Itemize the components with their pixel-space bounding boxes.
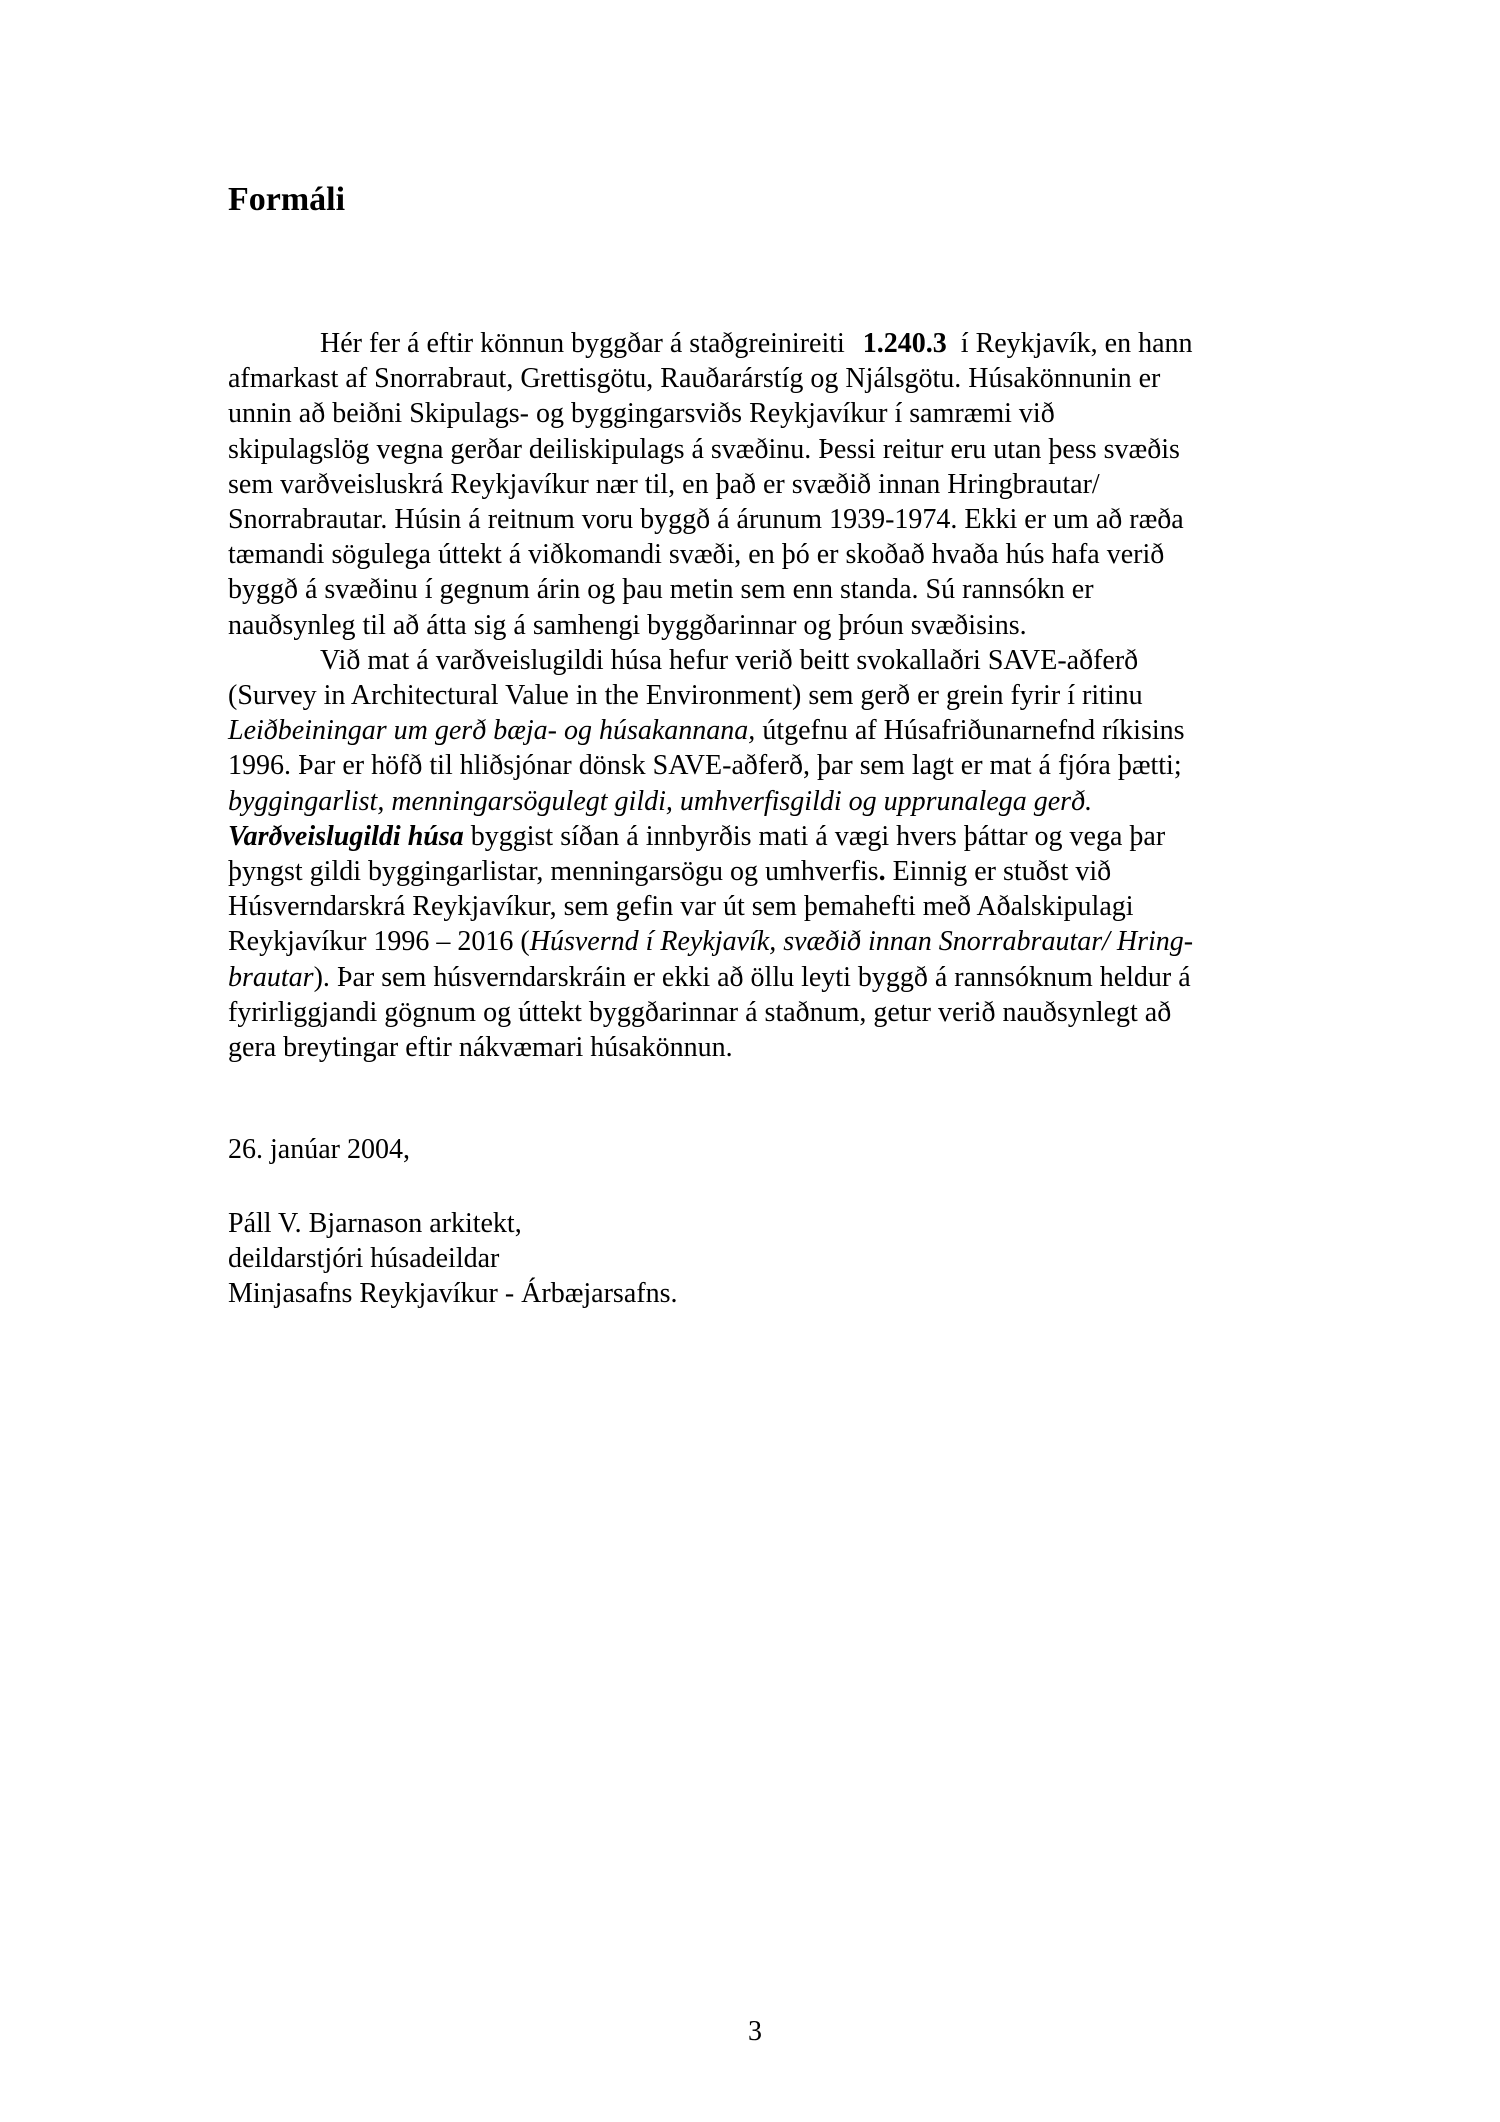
text-line: Snorrabrautar. Húsin á reitnum voru byggð á árunum 1939-1974. Ekki er um að ræða	[228, 504, 1184, 536]
paragraph-intro	[228, 326, 1288, 643]
text-line: unnin að beiðni Skipulags- og byggingarsviðs Reykjavíkur í samræmi við	[228, 398, 1055, 430]
text-fragment: þyngst gildi byggingarlistar, menningarsögu og umhverfis	[228, 856, 879, 888]
text-fragment: Reykjavíkur 1996 – 2016 (	[228, 926, 530, 958]
signature-organization: Minjasafns Reykjavíkur - Árbæjarsafns.	[228, 1278, 678, 1310]
paragraph-method	[228, 643, 1288, 1065]
text-line: fyrirliggjandi gögnum og úttekt byggðarinnar á staðnum, getur verið nauðsynlegt að	[228, 996, 1172, 1028]
text-fragment: útgefnu af Húsafriðunarnefnd ríkisins	[755, 715, 1185, 747]
publication-title: Húsvernd í Reykjavík, svæðið innan Snorrabrautar/ Hring-	[529, 926, 1194, 958]
publication-title: Leiðbeiningar um gerð bæja- og húsakannana,	[228, 715, 756, 747]
page-title: Formáli	[228, 181, 346, 218]
text-line: nauðsynleg til að átta sig á samhengi byggðarinnar og þróun svæðisins.	[228, 609, 1027, 641]
text-line: byggingarlist, menningarsögulegt gildi, umhverfisgildi og upprunalega gerð.	[228, 785, 1093, 817]
document-date: 26. janúar 2004,	[228, 1134, 410, 1165]
text-line	[228, 924, 1288, 959]
text-fragment: .	[878, 856, 886, 888]
text-fragment: Hér fer á eftir könnun byggðar á staðgreinireiti	[320, 328, 845, 359]
reit-number: 1.240.3	[862, 328, 947, 359]
text-fragment: ). Þar sem húsverndarskráin er ekki að öllu leyti byggð á rannsóknum heldur á	[313, 961, 1191, 993]
text-line: gera breytingar eftir nákvæmari húsakönnun.	[228, 1032, 733, 1064]
text-fragment: í Reykjavík, en hann	[960, 328, 1193, 359]
emphasis-term: Varðveislugildi húsa	[228, 820, 464, 852]
text-line	[228, 713, 1288, 748]
text-fragment: byggist síðan á innbyrðis mati á vægi hvers þáttar og vega þar	[463, 820, 1166, 852]
signature-name: Páll V. Bjarnason arkitekt,	[228, 1208, 522, 1239]
text-line: skipulagslög vegna gerðar deiliskipulags á svæðinu. Þessi reitur eru utan þess svæðis	[228, 433, 1180, 465]
signature-block	[228, 1206, 677, 1312]
publication-title: brautar	[228, 961, 314, 993]
text-line	[228, 960, 1288, 995]
text-line: Húsverndarskrá Reykjavíkur, sem gefin var út sem þemahefti með Aðalskipulagi	[228, 891, 1134, 923]
text-line: 1996. Þar er höfð til hliðsjónar dönsk SAVE-aðferð, þar sem lagt er mat á fjóra þætti;	[228, 750, 1182, 782]
page-number: 3	[748, 2016, 762, 2047]
body-text	[228, 326, 1288, 1065]
text-line	[228, 326, 1288, 361]
text-line: Við mat á varðveislugildi húsa hefur verið beitt svokallaðri SAVE-aðferð	[320, 644, 1139, 676]
text-line: byggð á svæðinu í gegnum árin og þau metin sem enn standa. Sú rannsókn er	[228, 574, 1094, 606]
text-line: sem varðveisluskrá Reykjavíkur nær til, en það er svæðið innan Hringbrautar/	[228, 468, 1100, 500]
text-fragment: Einnig er stuðst við	[885, 856, 1112, 888]
text-line	[228, 854, 1288, 889]
text-line: tæmandi sögulega úttekt á viðkomandi svæði, en þó er skoðað hvaða hús hafa verið	[228, 539, 1165, 571]
signature-role: deildarstjóri húsadeildar	[228, 1243, 500, 1275]
text-line	[228, 819, 1288, 854]
text-line: afmarkast af Snorrabraut, Grettisgötu, Rauðarárstíg og Njálsgötu. Húsakönnunin er	[228, 363, 1161, 395]
text-line: (Survey in Architectural Value in the Environment) sem gerð er grein fyrir í ritinu	[228, 680, 1143, 712]
